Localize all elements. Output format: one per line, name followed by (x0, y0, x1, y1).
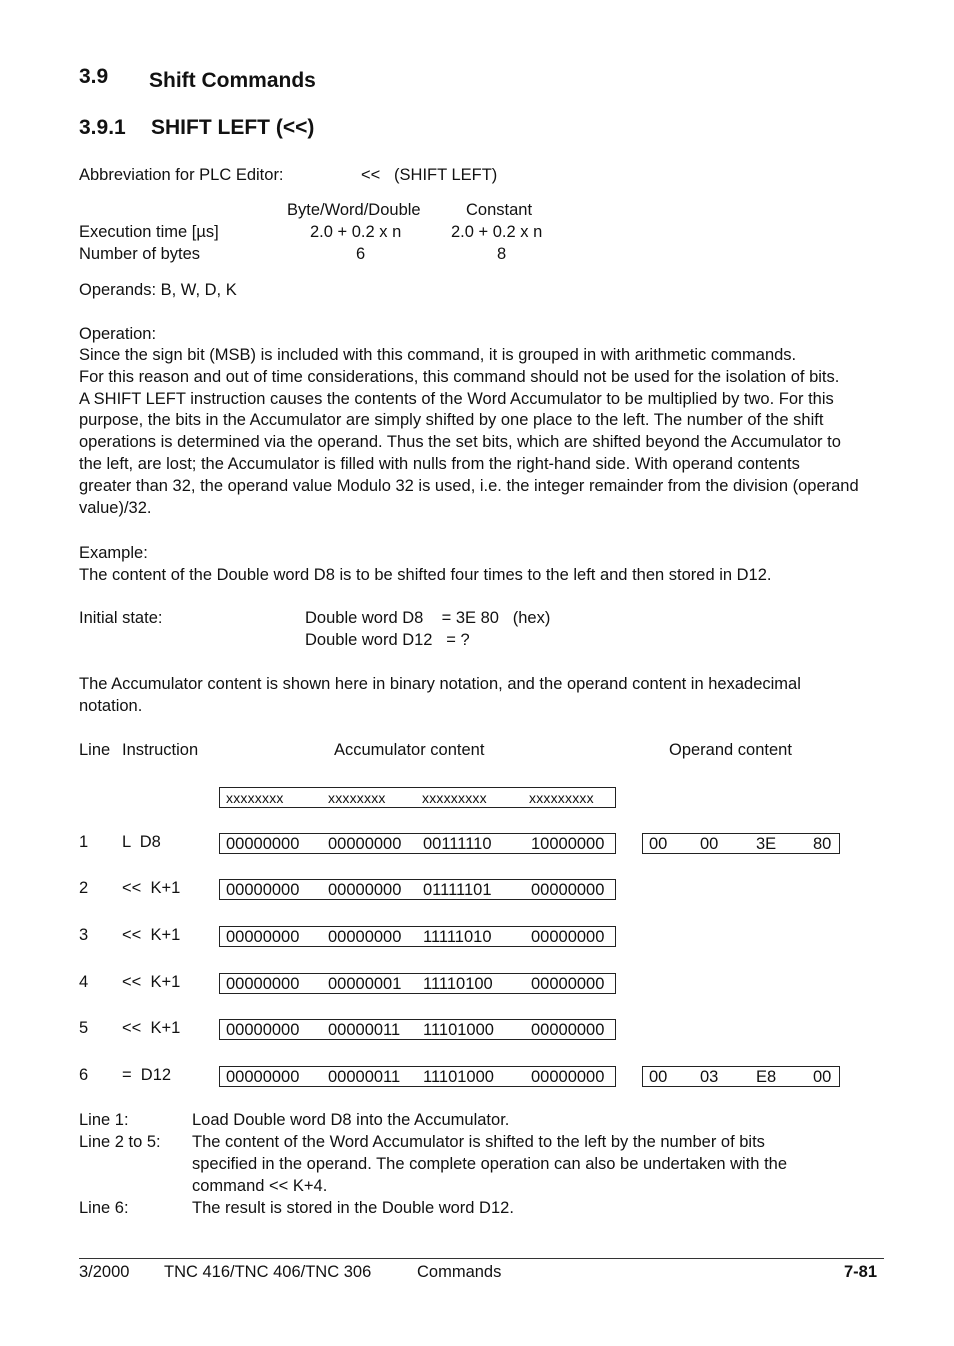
acc-byte: 00000000 (531, 1021, 605, 1039)
explanation-text: specified in the operand. The complete operation can also be undertaken with the (192, 1155, 788, 1173)
acc-byte: 00000000 (226, 928, 300, 946)
acc-byte: 00111110 (423, 835, 492, 853)
example-label: Example: (79, 544, 148, 562)
header-line: Line (79, 741, 111, 759)
acc-byte: 00000011 (328, 1068, 401, 1086)
explanation-text: The result is stored in the Double word D12. (192, 1199, 514, 1217)
acc-byte: xxxxxxxxx (529, 790, 594, 806)
accumulator-box-initial (219, 787, 616, 808)
header-instruction: Instruction (122, 741, 199, 759)
subsection-title: SHIFT LEFT (<<) (151, 116, 315, 139)
explanation-text: Load Double word D8 into the Accumulator. (192, 1111, 510, 1129)
acc-byte: xxxxxxxxx (422, 790, 487, 806)
row-line: 6 (79, 1066, 89, 1084)
acc-byte: 00000000 (226, 975, 300, 993)
acc-byte: 00000000 (226, 881, 300, 899)
subsection-number: 3.9.1 (79, 116, 126, 139)
acc-byte: 11111010 (423, 928, 492, 946)
initial-state-line: Double word D12 = ? (305, 631, 470, 649)
operand-box (642, 833, 840, 854)
header-operand: Operand content (669, 741, 792, 759)
acc-byte: xxxxxxxx (226, 790, 284, 806)
notation-line: notation. (79, 697, 143, 715)
operation-line: greater than 32, the operand value Modulo 32 is used, i.e. the integer remainder from the division (operand (79, 476, 859, 495)
explanation-label: Line 1: (79, 1111, 129, 1129)
acc-byte: 00000000 (328, 928, 402, 946)
operand-byte: E8 (756, 1068, 777, 1086)
acc-byte: 11101000 (423, 1068, 494, 1086)
operation-line: A SHIFT LEFT instruction causes the contents of the Word Accumulator to be multiplied by two. For this (79, 389, 834, 408)
acc-byte: 00000000 (226, 1068, 300, 1086)
acc-byte: 00000000 (531, 928, 605, 946)
timing-row-label: Number of bytes (79, 245, 201, 263)
acc-byte: 00000000 (531, 975, 605, 993)
operation-line: For this reason and out of time considerations, this command should not be used for the isolation of bits. (79, 367, 840, 386)
header-accumulator: Accumulator content (334, 741, 485, 759)
footer-product: TNC 416/TNC 406/TNC 306 (164, 1263, 372, 1281)
row-instruction: = D12 (122, 1066, 172, 1084)
row-line: 2 (79, 879, 89, 897)
acc-byte: 00000000 (328, 881, 402, 899)
acc-byte: 01111101 (423, 881, 492, 899)
acc-byte: 00000000 (531, 881, 605, 899)
operand-byte: 00 (649, 1068, 668, 1086)
timing-col1-header: Byte/Word/Double (287, 201, 421, 219)
row-instruction: << K+1 (122, 926, 181, 944)
operand-byte: 00 (700, 835, 719, 853)
row-line: 3 (79, 926, 89, 944)
footer-divider (79, 1258, 884, 1259)
operand-byte: 00 (649, 835, 668, 853)
row-line: 5 (79, 1019, 89, 1037)
notation-line: The Accumulator content is shown here in binary notation, and the operand content in hexadecimal (79, 675, 801, 693)
acc-byte: 10000000 (531, 835, 605, 853)
timing-col2-header: Constant (466, 201, 533, 219)
acc-byte: 11110100 (423, 975, 493, 993)
section-title: Shift Commands (149, 69, 316, 92)
footer-page-number: 7-81 (844, 1263, 878, 1281)
row-instruction: L D8 (122, 833, 161, 851)
accumulator-box (219, 1066, 616, 1087)
section-number: 3.9 (79, 65, 109, 88)
acc-byte: 00000000 (328, 835, 402, 853)
acc-byte: 00000000 (226, 1021, 300, 1039)
initial-state-line: Double word D8 = 3E 80 (hex) (305, 609, 551, 627)
footer-date: 3/2000 (79, 1263, 130, 1281)
example-text: The content of the Double word D8 is to be shifted four times to the left and then stored in D12. (79, 566, 772, 584)
explanation-label: Line 2 to 5: (79, 1133, 161, 1151)
accumulator-box (219, 973, 616, 994)
row-instruction: << K+1 (122, 1019, 181, 1037)
row-line: 4 (79, 973, 89, 991)
acc-byte: 00000000 (226, 835, 300, 853)
explanation-text: The content of the Word Accumulator is shifted to the left by the number of bits (192, 1133, 765, 1151)
abbreviation-value: << (SHIFT LEFT) (361, 166, 498, 184)
operation-label: Operation: (79, 325, 157, 343)
operands-text: Operands: B, W, D, K (79, 281, 237, 299)
accumulator-box (219, 926, 616, 947)
abbreviation-label: Abbreviation for PLC Editor: (79, 166, 284, 184)
timing-row-value: 8 (497, 245, 507, 263)
acc-byte: 11101000 (423, 1021, 494, 1039)
timing-row-value: 6 (356, 245, 366, 263)
initial-state-label: Initial state: (79, 609, 163, 627)
timing-row-value: 2.0 + 0.2 x n (310, 223, 402, 241)
explanation-label: Line 6: (79, 1199, 129, 1217)
operand-byte: 80 (813, 835, 832, 853)
operation-line: purpose, the bits in the Accumulator are simply shifted by one place to the left. The number of the shift (79, 411, 824, 430)
footer-chapter: Commands (417, 1263, 502, 1281)
operand-byte: 03 (700, 1068, 719, 1086)
timing-row-value: 2.0 + 0.2 x n (451, 223, 543, 241)
row-line: 1 (79, 833, 89, 851)
explanation-text: command << K+4. (192, 1177, 328, 1195)
operation-line: the left, are lost; the Accumulator is filled with nulls from the right-hand side. With operand contents (79, 454, 800, 473)
accumulator-box (219, 1019, 616, 1040)
operation-line: value)/32. (79, 498, 152, 517)
operand-byte: 00 (813, 1068, 832, 1086)
timing-row-label: Execution time [µs] (79, 223, 219, 241)
row-instruction: << K+1 (122, 879, 181, 897)
accumulator-box (219, 833, 616, 854)
accumulator-box (219, 879, 616, 900)
acc-byte: 00000000 (531, 1068, 605, 1086)
acc-byte: xxxxxxxx (328, 790, 386, 806)
row-instruction: << K+1 (122, 973, 181, 991)
operand-box (642, 1066, 840, 1087)
operation-paragraph (79, 345, 889, 519)
acc-byte: 00000011 (328, 1021, 401, 1039)
operation-line: Since the sign bit (MSB) is included with this command, it is grouped in with arithmetic commands. (79, 346, 797, 364)
operation-line: operations is determined via the operand. Thus the set bits, which are shifted beyond the Accumulator to (79, 433, 841, 452)
operand-byte: 3E (756, 835, 777, 853)
acc-byte: 00000001 (328, 975, 402, 993)
